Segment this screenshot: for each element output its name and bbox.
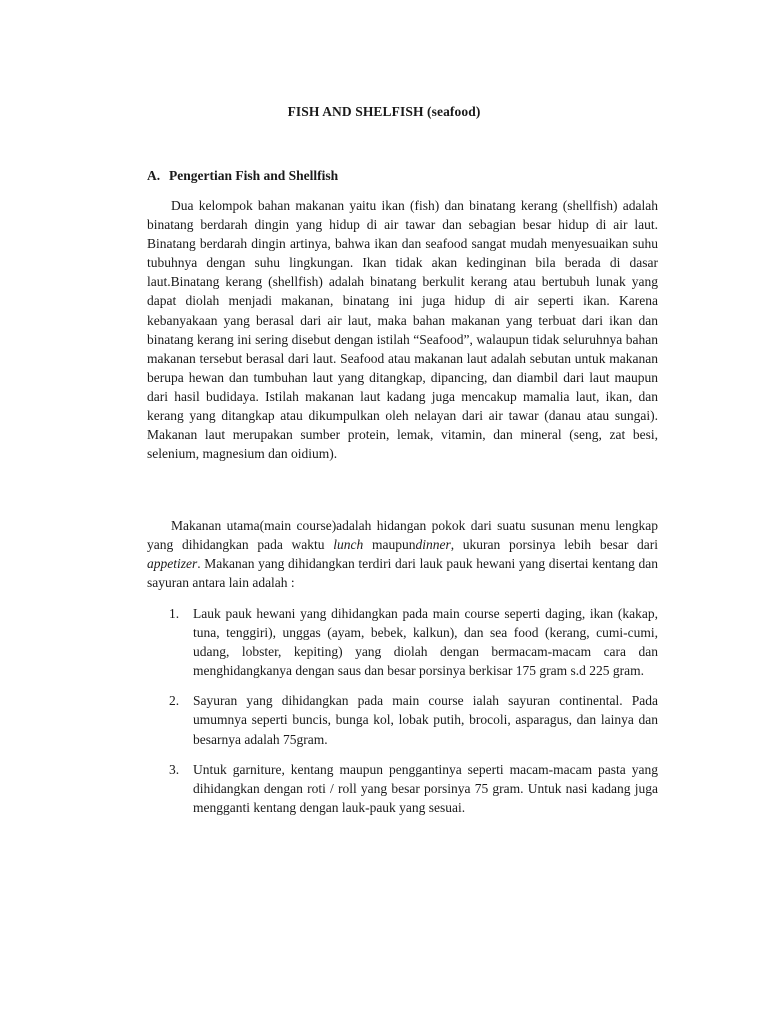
list-item-text: Lauk pauk hewani yang dihidangkan pada main course seperti daging, ikan (kakap, tuna, tenggiri), unggas (ayam, bebek, kalkun), dan sea food (kerang, cumi-cumi, udang, lobster, kepiting) yang diolah dengan bermacam-macam cara dan menghidangkanya dengan saus dan besar porsinya berkisar 175 gram s.d 225 gram. [193, 606, 658, 679]
list-item [147, 691, 658, 748]
document-title: FISH AND SHELFISH (seafood) [287, 104, 481, 119]
paragraph-main-course-part2: maupun [363, 537, 416, 553]
term-lunch: lunch [333, 537, 364, 553]
list-item-text: Sayuran yang dihidangkan pada main course ialah sayuran continental. Pada umumnya seperti buncis, bunga kol, lobak putih, brocoli, asparagus, dan lainya dan besarnya adalah 75gram. [193, 693, 658, 747]
main-course-list [147, 604, 658, 828]
term-dinner: dinner [415, 537, 451, 553]
section-letter: A. [147, 168, 161, 183]
paragraph-main-course-part3: , ukuran porsinya lebih besar dari [450, 537, 659, 553]
list-item [147, 604, 658, 680]
section-heading [147, 168, 338, 184]
list-item-number: 2. [169, 693, 180, 709]
list-item-number: 1. [169, 606, 180, 621]
paragraph-main-course-part1: Makanan utama(main course)adalah hidangan pokok dari suatu susunan menu lengkap yang dihidangkan pada waktu [147, 518, 658, 553]
paragraph-main-course-part4: . Makanan yang dihidangkan terdiri dari lauk pauk hewani yang disertai kentang dan sayuran antara lain adalah : [147, 556, 658, 591]
paragraph-definition: Dua kelompok bahan makanan yaitu ikan (fish) dan binatang kerang (shellfish) adalah binatang berdarah dingin yang hidup di air tawar dan sebagian besar hidup di air laut. Binatang berdarah dingin artinya, bahwa ikan dan seafood sangat mudah menyesuaikan suhu tubuhnya dengan suhu lingkungan. Ikan tidak akan kedinginan bila berada di dasar laut.Binatang kerang (shellfish) adalah binatang berkulit kerang atau bertubuh lunak yang dapat diolah menjadi makanan, binatang ini juga hidup di air seperti ikan. Karena kebanyakaan yang berasal dari air laut, maka bahan makanan yang terbuat dari ikan dan binatang kerang ini sering disebut dengan istilah “Seafood”, walaupun tidak seluruhnya bahan makanan tersebut berasal dari laut. Seafood atau makanan laut adalah sebutan untuk makanan berupa hewan dan tumbuhan laut yang ditangkap, dipancing, dan diambil dari laut maupun dari hasil budidaya. Istilah makanan laut kadang juga mencakup mamalia laut, ikan, dan kerang yang ditangkap atau dikumpulkan oleh nelayan dari air tawar (danau atau sungai). Makanan laut merupakan sumber protein, lemak, vitamin, dan mineral (seng, zat besi, selenium, magnesium dan oidium). [147, 198, 658, 462]
list-item-text: Untuk garniture, kentang maupun penggantinya seperti macam-macam pasta yang dihidangkan dengan roti / roll yang besar porsinya 75 gram. Untuk nasi kadang juga mengganti kentang dengan lauk-pauk yang sesuai. [193, 761, 658, 815]
paragraph-main-course [147, 516, 658, 592]
list-item [147, 760, 658, 817]
list-item-number: 3. [169, 761, 180, 777]
section-heading-text: Pengertian Fish and Shellfish [169, 168, 339, 183]
term-appetizer: appetizer [147, 556, 198, 572]
